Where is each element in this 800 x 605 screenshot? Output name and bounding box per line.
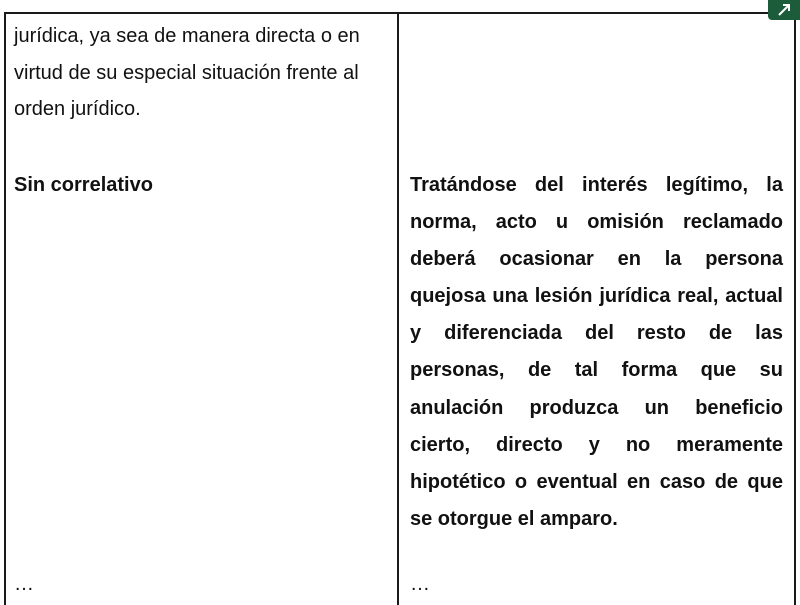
expand-icon[interactable] xyxy=(768,0,800,20)
column-divider xyxy=(397,12,399,605)
right-cell-ellipsis: … xyxy=(410,573,430,595)
left-cell-heading: Sin correlativo xyxy=(14,174,153,196)
left-cell-ellipsis: … xyxy=(14,573,34,595)
left-cell-paragraph: jurídica, ya sea de manera directa o en virtud de su especial situación frente al orden jurídico. xyxy=(14,25,360,120)
right-cell-paragraph: Tratándose del interés legítimo, la norma, acto u omisión reclamado deberá ocasionar en la persona quejosa una lesión jurídica real, actual y diferenciada del resto de las personas, de tal forma que su anulación produzca un beneficio cierto, directo y no meramente hipotético o eventual en caso de que se otorgue el amparo. xyxy=(410,174,783,530)
